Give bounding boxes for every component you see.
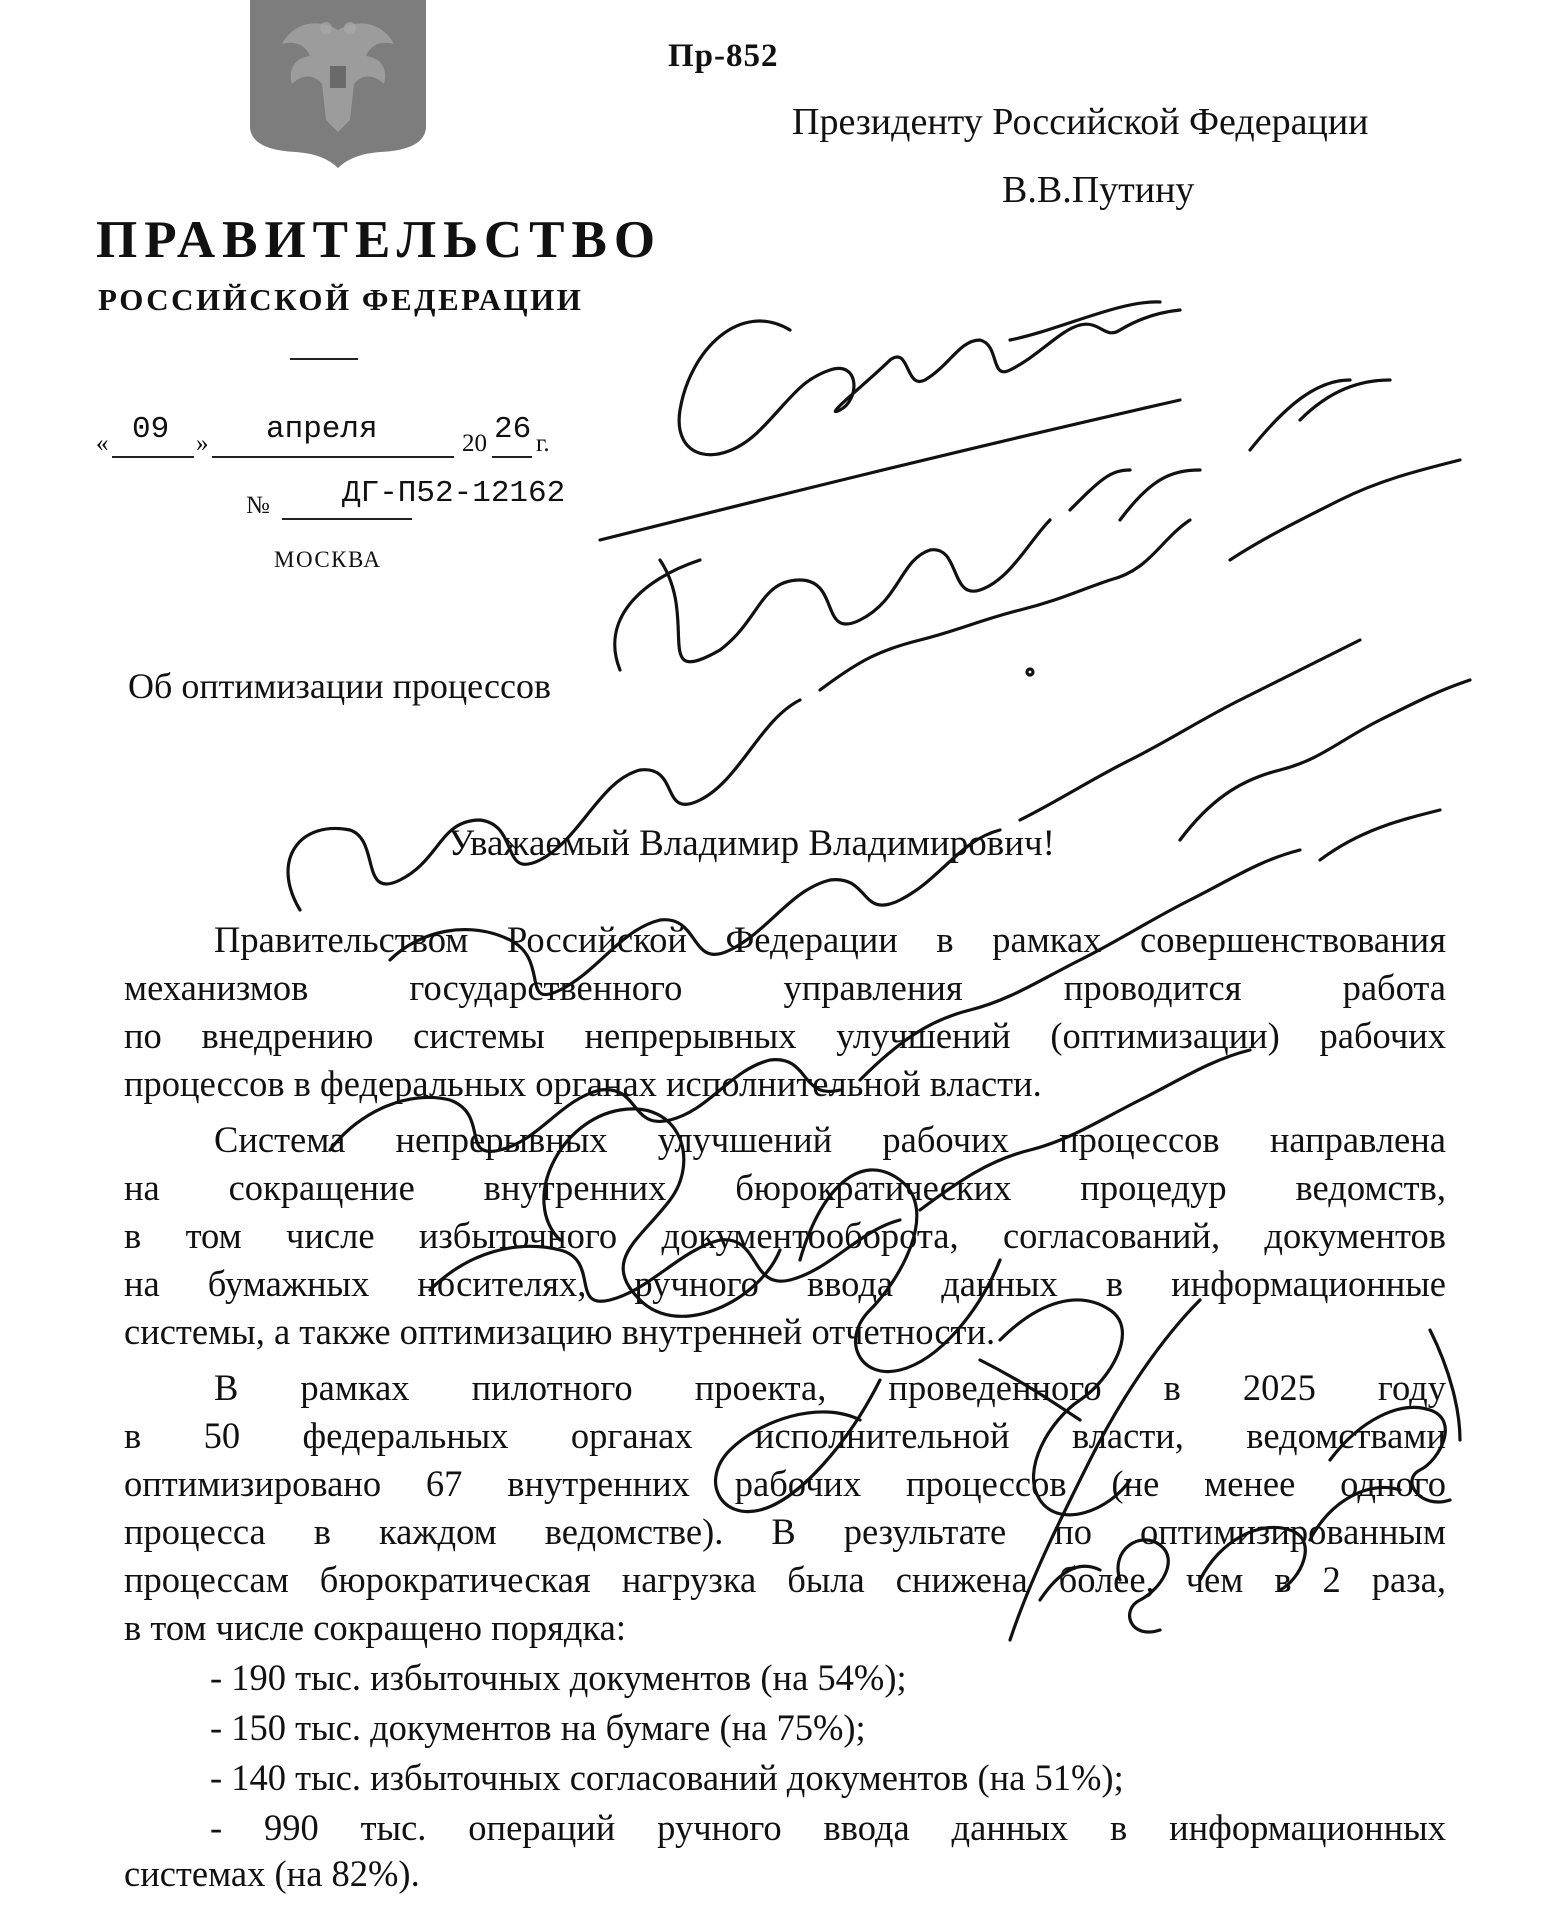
number-value: ДГ-П52-12162 <box>342 476 566 511</box>
paragraph-2-line-2: на сокращение внутренних бюрократических процедур ведомств, <box>124 1167 1446 1208</box>
bullet-2: - 150 тыс. документов на бумаге (на 75%); <box>210 1707 866 1748</box>
paragraph-3-line-6: в том числе сокращено порядка: <box>124 1607 626 1648</box>
coat-of-arms-icon <box>248 0 428 168</box>
bullet-4-line-1: - 990 тыс. операций ручного ввода данных в информационных <box>210 1807 1446 1848</box>
date-month-underline <box>212 456 454 458</box>
paragraph-2-line-4: на бумажных носителях, ручного ввода данных в информационные <box>124 1263 1446 1304</box>
bullet-1: - 190 тыс. избыточных документов (на 54%); <box>210 1657 907 1698</box>
paragraph-3-line-4: процесса в каждом ведомстве). В результате по оптимизированным <box>124 1511 1446 1552</box>
letter-subject: Об оптимизации процессов <box>128 666 551 706</box>
date-day: 09 <box>132 412 170 447</box>
greeting: Уважаемый Владимир Владимирович! <box>448 823 1055 864</box>
number-label: № <box>246 492 270 519</box>
sender-subtitle: РОССИЙСКОЙ ФЕДЕРАЦИИ <box>98 282 584 317</box>
date-quote-close: » <box>196 430 209 457</box>
number-underline <box>282 518 412 520</box>
paragraph-2-line-1: Система непрерывных улучшений рабочих процессов направлена <box>214 1119 1446 1160</box>
date-year-prefix: 20 <box>462 430 487 457</box>
date-day-underline <box>112 456 194 458</box>
paragraph-1-line-3: по внедрению системы непрерывных улучшений (оптимизации) рабочих <box>124 1015 1446 1056</box>
addressee-title: Президенту Российской Федерации <box>792 101 1369 143</box>
date-month: апреля <box>266 412 378 447</box>
paragraph-3-line-1: В рамках пилотного проекта, проведенного в 2025 году <box>214 1367 1446 1408</box>
date-year: 26 <box>494 412 532 447</box>
bullet-3: - 140 тыс. избыточных согласований документов (на 51%); <box>210 1757 1124 1798</box>
paragraph-1-line-4: процессов в федеральных органах исполнительной власти. <box>124 1063 1042 1104</box>
paragraph-1-line-1: Правительством Российской Федерации в рамках совершенствования <box>214 919 1446 960</box>
paragraph-2-line-5: системы, а также оптимизацию внутренней отчетности. <box>124 1311 996 1352</box>
paragraph-1-line-2: механизмов государственного управления проводится работа <box>124 967 1446 1008</box>
registration-number: Пр-852 <box>668 38 779 74</box>
paragraph-3-line-5: процессам бюрократическая нагрузка была снижена более, чем в 2 раза, <box>124 1559 1446 1600</box>
header-divider <box>290 358 358 360</box>
paragraph-2-line-3: в том числе избыточного документооборота, согласований, документов <box>124 1215 1446 1256</box>
paragraph-3-line-2: в 50 федеральных органах исполнительной власти, ведомствами <box>124 1415 1446 1456</box>
bullet-4-line-2: системах (на 82%). <box>124 1853 420 1894</box>
sender-title: ПРАВИТЕЛЬСТВО <box>96 211 663 269</box>
date-quote-open: « <box>96 430 109 457</box>
paragraph-3-line-3: оптимизировано 67 внутренних рабочих процессов (не менее одного <box>124 1463 1446 1504</box>
addressee-name: В.В.Путину <box>1002 169 1195 211</box>
date-year-suffix: г. <box>536 430 550 457</box>
date-year-underline <box>492 456 532 458</box>
city: МОСКВА <box>274 547 382 572</box>
